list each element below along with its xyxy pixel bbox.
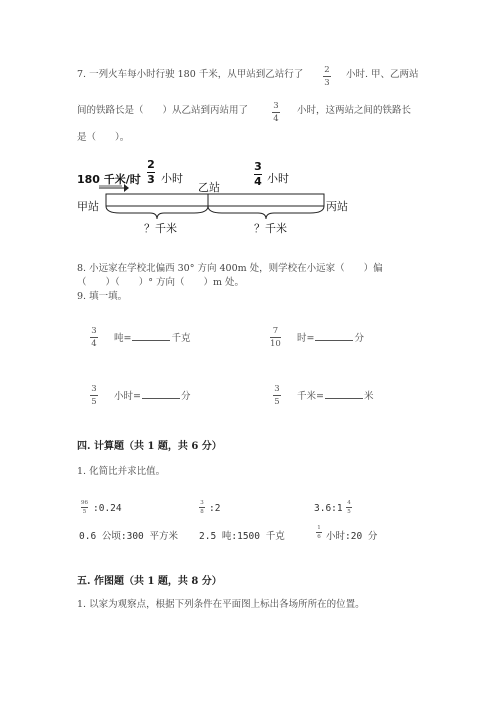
q9-item-fraction [90,384,98,407]
q9-item-blank-line[interactable] [297,330,364,344]
fraction-numerator: 4 [347,500,351,506]
fraction-denominator: 5 [347,509,351,515]
fraction-numerator: 3 [274,384,280,394]
fraction-numerator: 3 [91,384,97,394]
fraction-denominator: 3 [324,78,330,88]
q9-title: 9. 填一填。 [77,291,128,302]
diagram-fraction-2-3 [147,159,155,186]
station-b-label: 乙站 [198,181,220,194]
section-4-heading: 四. 计算题（共 1 题，共 6 分） [77,441,222,452]
answer-blank[interactable] [142,390,180,399]
q9-item-blank-line[interactable] [114,330,190,344]
fraction-numerator: 3 [273,101,279,111]
calc-fraction-1-6 [316,525,322,540]
fraction-denominator: 6 [317,534,321,540]
q7-line1: 7. 一列火车每小时行驶 180 千米，从甲站到乙站行了 [77,69,304,80]
arrow-right-icon [98,183,130,193]
answer-blank[interactable] [132,332,170,341]
q7-line2: 间的铁路长是（ ）从乙站到丙站用了 [77,105,249,116]
calc-r1-item2: :2 [209,503,221,514]
distance-1-label: ？千米 [144,222,177,235]
fraction-denominator: 4 [254,175,262,188]
calc-r2-item2: 2.5 吨:1500 千克 [199,531,285,542]
calc-fraction-96-5 [81,500,88,515]
station-a-label: 甲站 [77,200,99,213]
q7-fraction-3-4 [272,101,280,124]
calc-r1-item3: 3.6:1 [314,503,343,514]
q9-item-left-unit: 吨= [114,333,132,344]
q9-item-fraction [273,384,281,407]
answer-blank[interactable] [315,332,353,341]
diagram-frac1-unit: 小时 [161,172,183,185]
fraction-denominator: 4 [91,339,97,349]
section-4-q1: 1. 化简比并求比值。 [77,466,166,477]
q7-line3: 是（ ）。 [77,132,130,143]
calc-r1-item1: :0.24 [93,503,122,514]
fraction-denominator: 5 [82,509,87,515]
q9-item-fraction [90,326,98,349]
q9-item-blank-line[interactable] [297,388,373,402]
q9-item-right-unit: 米 [363,391,374,402]
q9-item-blank-line[interactable] [114,388,190,402]
q7-fraction-2-3 [323,65,331,88]
fraction-denominator: 3 [147,173,155,186]
section-5-heading: 五. 作图题（共 1 题，共 8 分） [77,576,222,587]
speed-label: 180 千米/时 [77,173,141,186]
fraction-denominator: 5 [91,397,97,407]
answer-blank[interactable] [325,390,363,399]
fraction-numerator: 3 [254,160,262,173]
q7-line2-tail: 小时，这两站之间的铁路长 [297,105,412,116]
q8-line2: （ ）（ ）° 方向（ ）m 处。 [77,277,245,288]
q9-item-right-unit: 千克 [171,333,191,344]
q7-line1-tail: 小时. 甲、乙两站 [346,69,419,80]
distance-2-label: ？千米 [254,222,287,235]
fraction-denominator: 5 [274,397,280,407]
calc-fraction-3-8 [199,500,205,515]
q9-item-right-unit: 分 [354,333,364,344]
calc-r2-item3: 小时:20 分 [326,531,378,542]
segment-bar-with-braces [100,193,330,225]
station-c-label: 丙站 [326,200,348,213]
fraction-denominator: 8 [200,509,204,515]
q9-item-left-unit: 时= [297,333,315,344]
diagram-fraction-3-4 [254,161,262,188]
fraction-numerator: 3 [91,326,97,336]
section-5-q1: 1. 以家为观察点，根据下列条件在平面图上标出各场所所在的位置。 [77,599,365,610]
fraction-numerator: 2 [324,65,330,75]
q9-item-left-unit: 小时= [114,391,141,402]
fraction-numerator: 96 [81,500,88,506]
diagram-frac2-unit: 小时 [267,172,289,185]
fraction-denominator: 4 [273,114,279,124]
fraction-numerator: 2 [147,158,155,171]
q8-line1: 8. 小远家在学校北偏西 30° 方向 400m 处，则学校在小远家（ ）偏 [77,263,383,274]
q9-item-fraction [270,326,281,349]
fraction-numerator: 7 [272,326,279,336]
calc-fraction-4-5 [346,500,352,515]
fraction-denominator: 10 [270,339,281,349]
fraction-numerator: 1 [317,525,321,531]
q9-item-left-unit: 千米= [297,391,324,402]
q9-item-right-unit: 分 [180,391,191,402]
calc-r2-item1: 0.6 公顷:300 平方米 [79,531,178,542]
fraction-numerator: 3 [200,500,204,506]
